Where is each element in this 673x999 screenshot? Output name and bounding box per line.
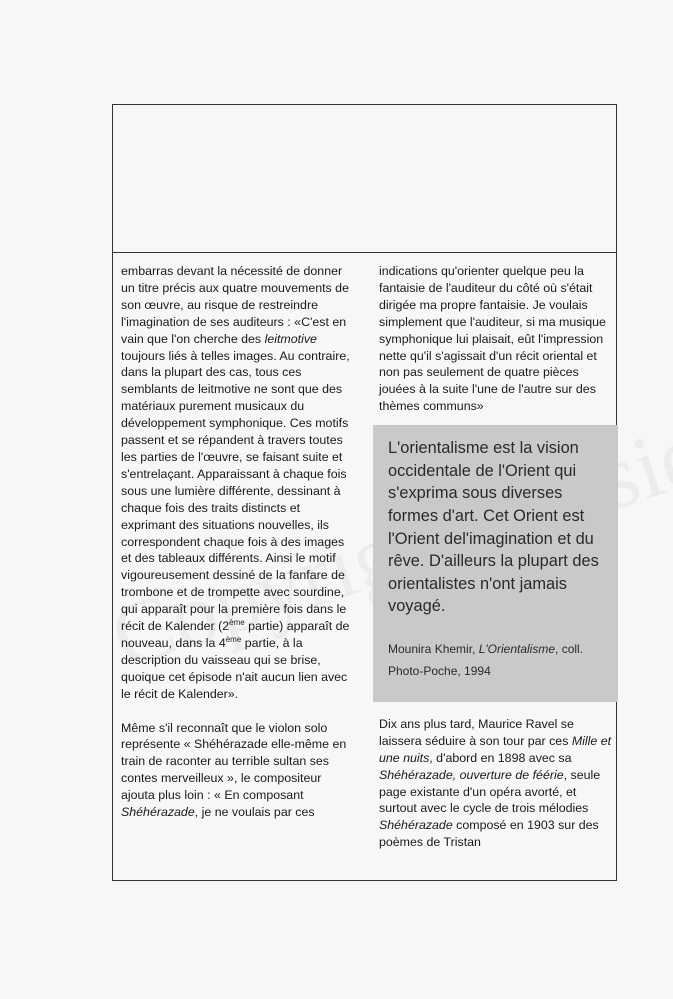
left-column	[121, 263, 357, 821]
left-paragraph-2: Même s'il reconnaît que le violon solo représente « Shéhérazade elle-même en train de raconter au terrible sultan ses contes merveilleux », le compositeur ajouta plus loin : « En composant Shéhérazade, je ne voulais par ces	[121, 720, 347, 820]
right-paragraph-2: Dix ans plus tard, Maurice Ravel se laissera séduire à son tour par ces Mille et une nuits, d'abord en 1898 avec sa Shéhérazade, ouverture de féérie, seule page existante d'un opéra avorté, et surtout avec le cycle de trois mélodies Shéhérazade composé en 1903 sur des poèmes de Tristan	[379, 716, 612, 850]
quote-text: L'orientalisme est la vision occidentale de l'Orient qui s'exprima sous diverses formes d'art. Cet Orient est l'Orient del'imagination et du rêve. D'ailleurs la plupart des orientalistes n'ont jamais voyagé.	[388, 439, 599, 616]
left-paragraph-1: embarras devant la nécessité de donner un titre précis aux quatre mouvements de son œuvre, au risque de restreindre l'imagination de ses auditeurs : «C'est en vain que l'on cherche des leitmotive toujours liés à telles images. Au contraire, dans la plupart des cas, tous ces semblants de leitmotive ne sont que des matériaux purement musicaux du développement symphonique. Ces motifs passent et se répandent à travers toutes les parties de l'œuvre, se faisant suite et s'entrelaçant. Apparaissant à chaque fois sous une lumière différente, dessinant à chaque fois des traits distincts et exprimant des situations nouvelles, ils correspondent chaque fois à des images et des tableaux différents. Ainsi le motif vigoureusement dessiné de la fanfare de trombone et de trompette avec sourdine, qui apparaît pour la première fois dans le récit de Kalender (2ème partie) apparaît de nouveau, dans la 4ème partie, à la description du vaisseau qui se brise, quoique cet épisode n'ait aucun lien avec le récit de Kalender».	[121, 264, 350, 701]
quote-citation: Mounira Khemir, L'Orientalisme, coll. Photo-Poche, 1994	[388, 641, 584, 678]
page-frame	[112, 104, 617, 881]
header-box	[113, 105, 616, 253]
right-column	[379, 263, 614, 851]
quote-box	[373, 425, 618, 702]
right-paragraph-1: indications qu'orienter quelque peu la fantaisie de l'auditeur du côté où s'était dirigée ma propre fantaisie. Je voulais simplement que l'auditeur, si ma musique symphonique lui plaisait, eût l'impression nette qu'il s'agissait d'un récit oriental et non pas seulement de quatre pièces jouées à la suite l'une de l'autre sur des thèmes communs»	[379, 264, 606, 414]
